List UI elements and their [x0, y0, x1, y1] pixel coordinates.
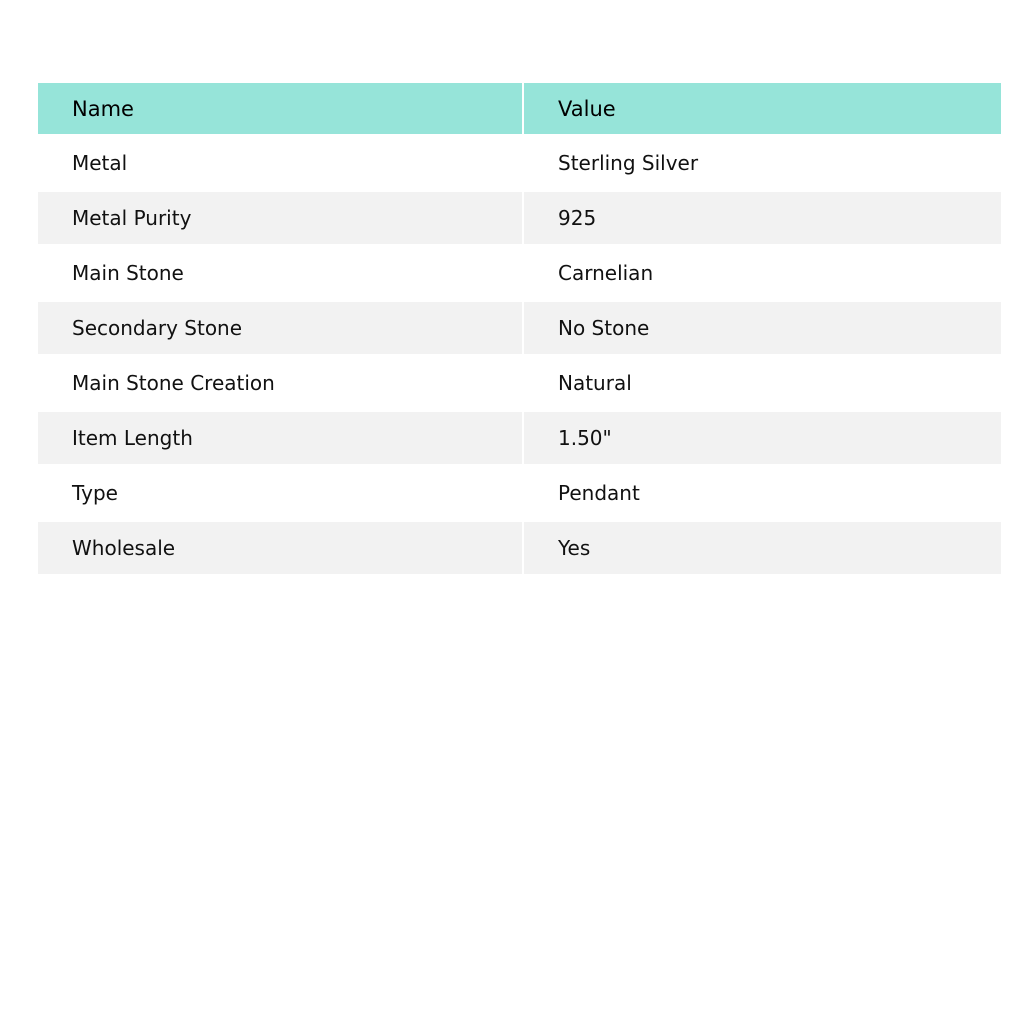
- table-row: [38, 354, 1001, 412]
- row-value-cell: Yes: [523, 522, 1001, 574]
- row-value-cell: 925: [523, 192, 1001, 244]
- row-value-cell: 1.50": [523, 412, 1001, 464]
- row-name-cell: Metal: [38, 134, 523, 192]
- row-name-cell: Main Stone: [38, 244, 523, 302]
- row-value-cell: No Stone: [523, 302, 1001, 354]
- table-row: [38, 522, 1001, 574]
- table-row: [38, 302, 1001, 354]
- table-body: [38, 134, 1001, 574]
- column-header-value: Value: [523, 83, 1001, 134]
- table-row: [38, 412, 1001, 464]
- row-name-cell: Type: [38, 464, 523, 522]
- column-header-name: Name: [38, 83, 523, 134]
- row-name-cell: Item Length: [38, 412, 523, 464]
- spec-table: [38, 83, 1001, 574]
- row-value-cell: Carnelian: [523, 244, 1001, 302]
- row-name-cell: Main Stone Creation: [38, 354, 523, 412]
- table-header: [38, 83, 1001, 134]
- row-name-cell: Metal Purity: [38, 192, 523, 244]
- row-name-cell: Secondary Stone: [38, 302, 523, 354]
- header-row: [38, 83, 1001, 134]
- row-value-cell: Natural: [523, 354, 1001, 412]
- row-value-cell: Pendant: [523, 464, 1001, 522]
- table-row: [38, 192, 1001, 244]
- table-row: [38, 244, 1001, 302]
- row-value-cell: Sterling Silver: [523, 134, 1001, 192]
- row-name-cell: Wholesale: [38, 522, 523, 574]
- table-row: [38, 134, 1001, 192]
- table-row: [38, 464, 1001, 522]
